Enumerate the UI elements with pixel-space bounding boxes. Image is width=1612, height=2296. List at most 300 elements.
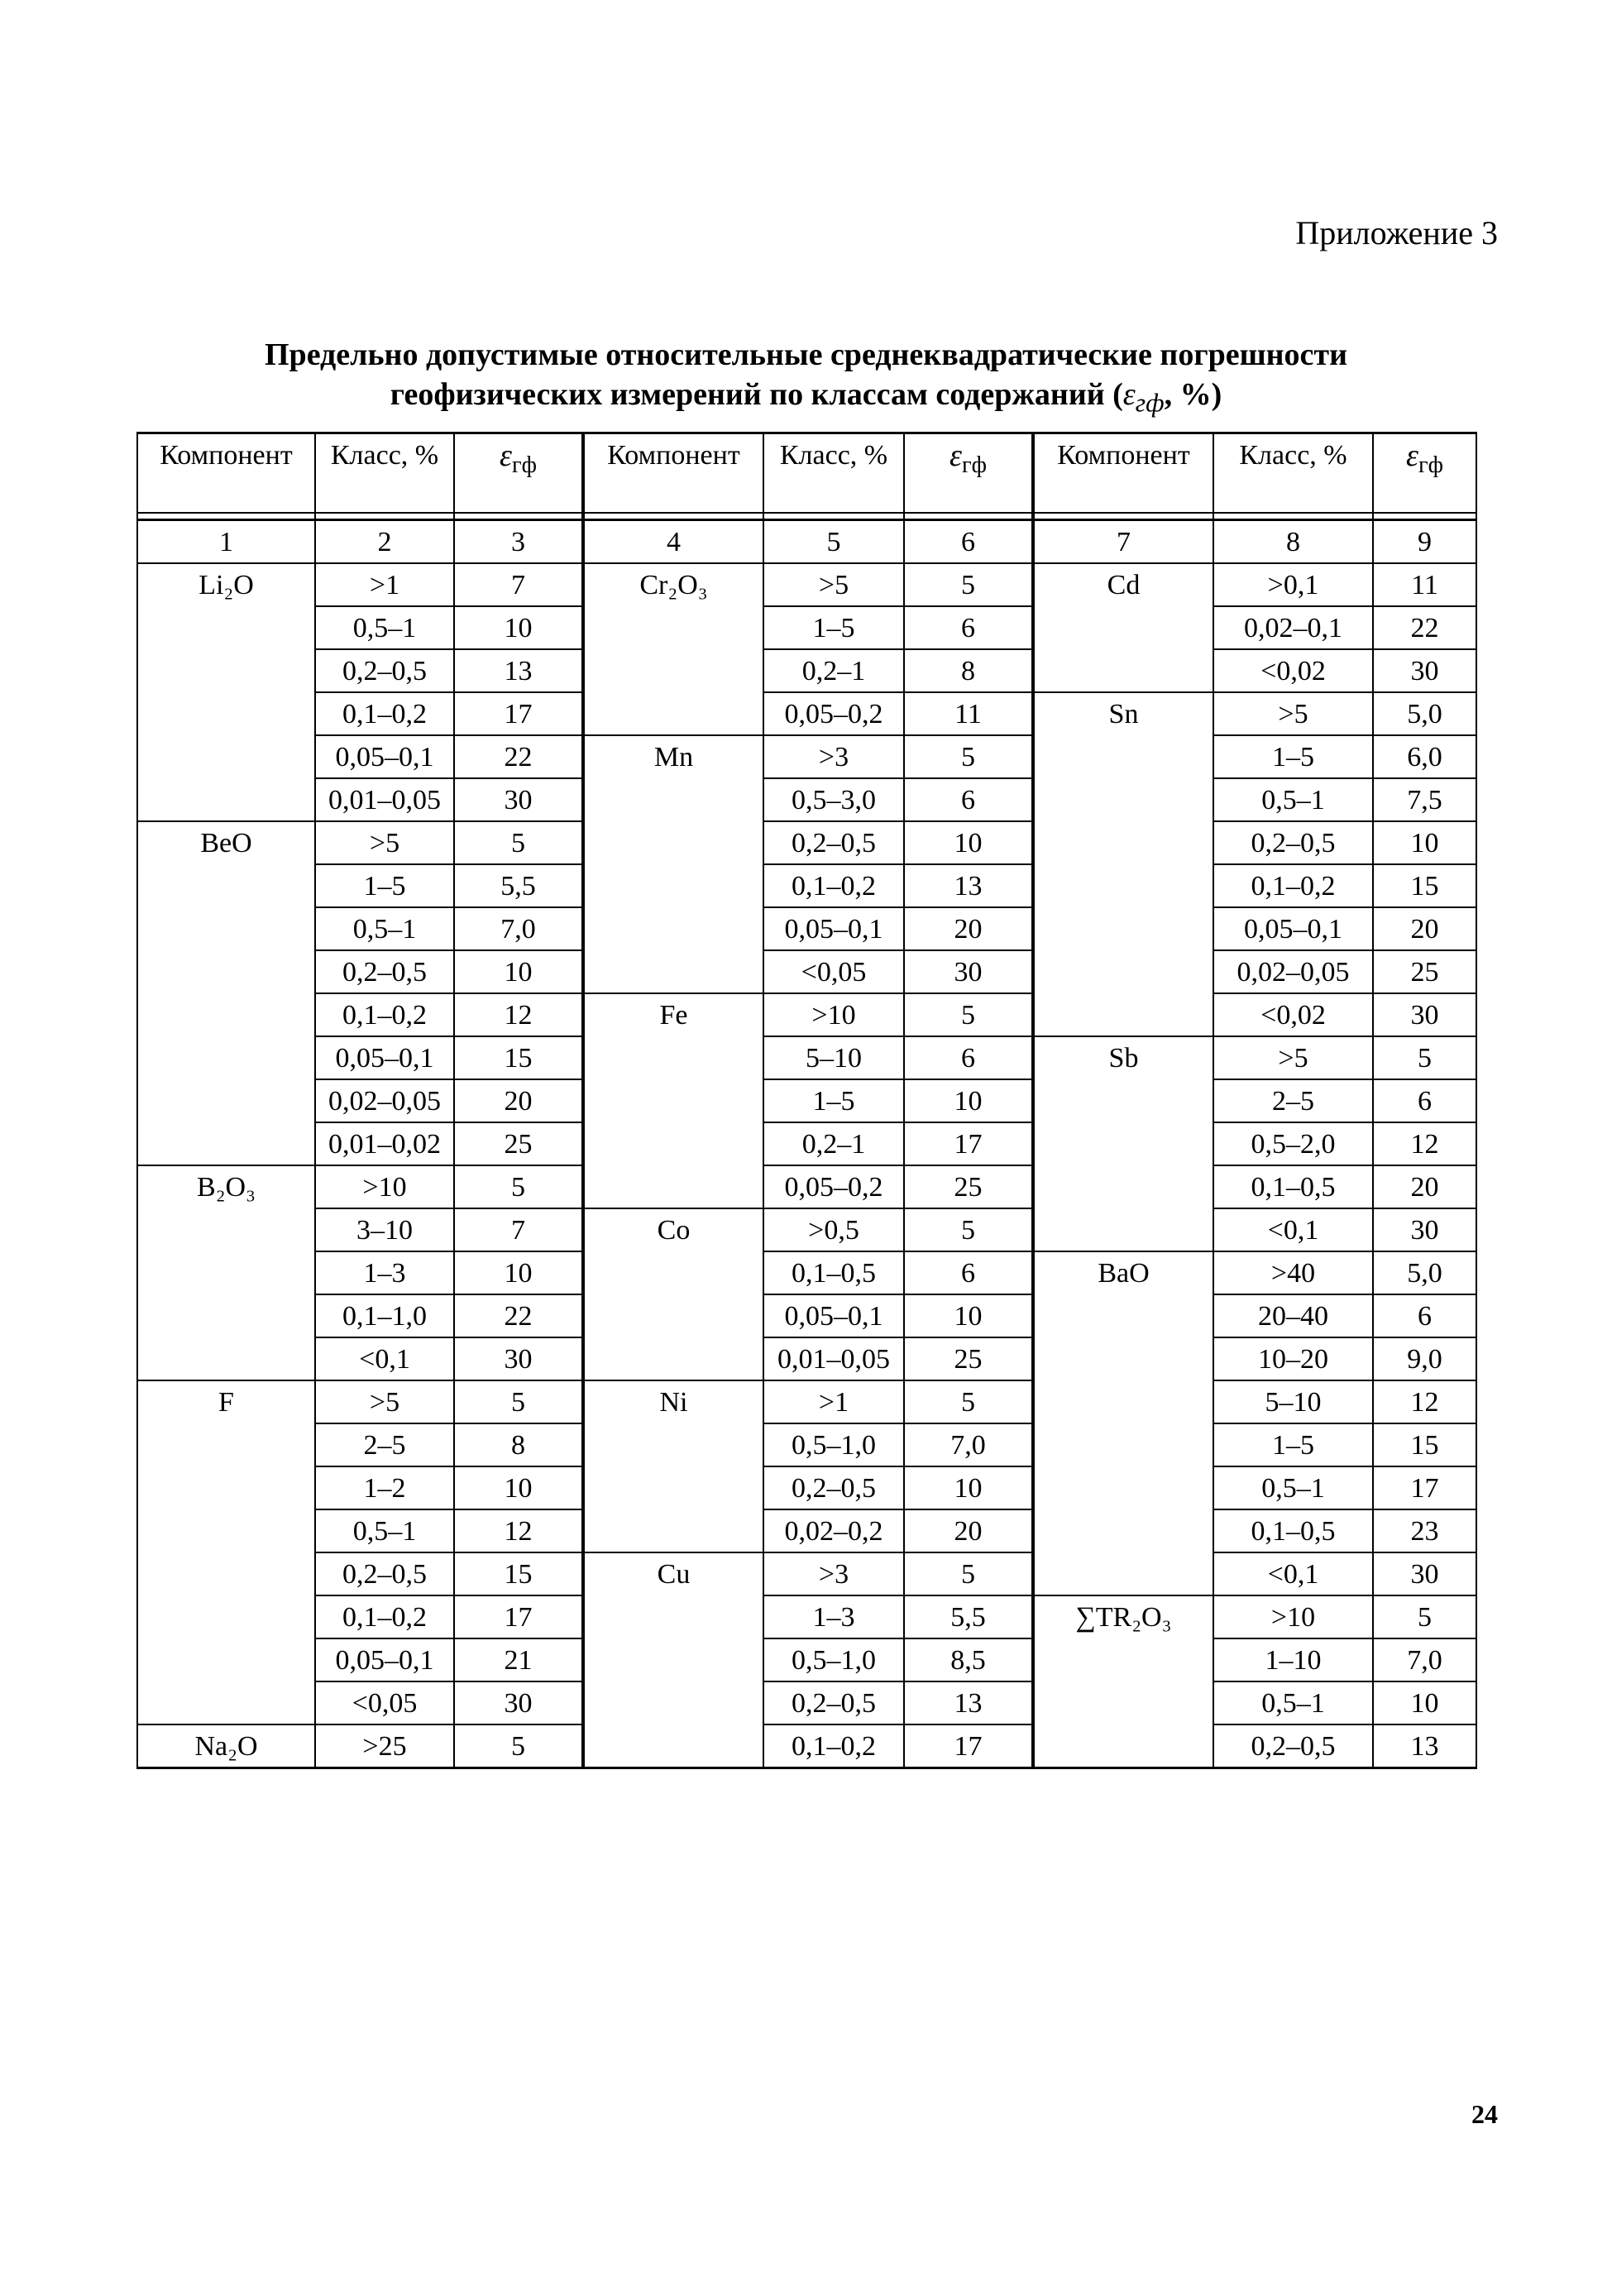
error-cell: 5: [454, 1724, 583, 1768]
error-cell: 7,0: [454, 907, 583, 950]
component-cell: [137, 735, 315, 778]
table-row: [137, 778, 1476, 821]
error-cell: 10: [454, 950, 583, 993]
class-cell: 0,2–1: [763, 649, 904, 692]
class-cell: >5: [763, 563, 904, 606]
class-cell: 0,02–0,1: [1213, 606, 1373, 649]
component-cell: [137, 1466, 315, 1509]
title-line-2: [136, 375, 1476, 423]
table-row: [137, 1423, 1476, 1466]
component-cell: [1033, 1165, 1213, 1208]
error-cell: 15: [454, 1036, 583, 1079]
class-cell: 1–5: [1213, 1423, 1373, 1466]
error-cell: 13: [904, 1681, 1033, 1724]
error-cell: 30: [454, 1337, 583, 1380]
error-cell: 15: [1373, 1423, 1476, 1466]
component-cell: [583, 1638, 763, 1681]
error-cell: 6: [904, 1251, 1033, 1294]
component-cell: [583, 649, 763, 692]
component-cell: Cu: [583, 1552, 763, 1595]
component-cell: ∑TR₂O₃: [1033, 1595, 1213, 1638]
component-cell: [137, 606, 315, 649]
class-cell: 0,01–0,05: [763, 1337, 904, 1380]
class-cell: 0,5–1: [1213, 1681, 1373, 1724]
component-cell: [137, 950, 315, 993]
header-error-symbol-2: ε: [950, 438, 962, 473]
class-cell: 0,1–0,2: [763, 864, 904, 907]
table-row: [137, 1251, 1476, 1294]
component-cell: Cr₂O₃: [583, 563, 763, 606]
class-cell: 0,1–0,5: [1213, 1509, 1373, 1552]
error-cell: 5: [904, 1380, 1033, 1423]
component-cell: [1033, 1122, 1213, 1165]
error-cell: 17: [904, 1122, 1033, 1165]
component-cell: [137, 1251, 315, 1294]
error-cell: 6: [904, 606, 1033, 649]
component-cell: [1033, 778, 1213, 821]
table-row: [137, 1337, 1476, 1380]
class-cell: 0,2–0,5: [315, 950, 454, 993]
error-cell: 5: [1373, 1595, 1476, 1638]
component-cell: [1033, 993, 1213, 1036]
error-cell: 6,0: [1373, 735, 1476, 778]
class-cell: 0,2–0,5: [1213, 821, 1373, 864]
component-cell: [1033, 1380, 1213, 1423]
error-cell: 17: [1373, 1466, 1476, 1509]
error-cell: 10: [1373, 1681, 1476, 1724]
error-cell: 11: [904, 692, 1033, 735]
component-cell: [583, 907, 763, 950]
error-cell: 20: [454, 1079, 583, 1122]
class-cell: >10: [763, 993, 904, 1036]
table-row: [137, 950, 1476, 993]
error-cell: 30: [1373, 649, 1476, 692]
table-row: [137, 1165, 1476, 1208]
class-cell: >3: [763, 735, 904, 778]
title-symbol: ε: [1122, 377, 1136, 412]
error-cell: 30: [1373, 1552, 1476, 1595]
column-number: 4: [583, 520, 763, 564]
class-cell: <0,1: [1213, 1208, 1373, 1251]
component-cell: [1033, 1724, 1213, 1768]
error-cell: 12: [1373, 1380, 1476, 1423]
table-row: [137, 1122, 1476, 1165]
class-cell: 0,05–0,2: [763, 692, 904, 735]
table-row: [137, 1466, 1476, 1509]
component-cell: [583, 1122, 763, 1165]
component-cell: [583, 1724, 763, 1768]
error-cell: 11: [1373, 563, 1476, 606]
error-cell: 30: [1373, 993, 1476, 1036]
component-cell: [1033, 1638, 1213, 1681]
class-cell: <0,02: [1213, 649, 1373, 692]
column-number: 8: [1213, 520, 1373, 564]
error-cell: 6: [1373, 1294, 1476, 1337]
component-cell: [1033, 1294, 1213, 1337]
component-cell: [583, 950, 763, 993]
class-cell: 0,1–0,2: [763, 1724, 904, 1768]
class-cell: 1–10: [1213, 1638, 1373, 1681]
header-gap-row: [137, 513, 1476, 520]
component-cell: [583, 1681, 763, 1724]
header-error-sub-1: гф: [512, 452, 537, 478]
class-cell: 1–3: [315, 1251, 454, 1294]
table-row: [137, 563, 1476, 606]
table-row: [137, 993, 1476, 1036]
column-number: 3: [454, 520, 583, 564]
page-number: 24: [1471, 2099, 1498, 2129]
error-cell: 17: [904, 1724, 1033, 1768]
error-cell: 20: [1373, 1165, 1476, 1208]
component-cell: [583, 1595, 763, 1638]
class-cell: 0,5–1: [1213, 1466, 1373, 1509]
component-cell: Na₂O: [137, 1724, 315, 1768]
component-cell: [137, 1122, 315, 1165]
class-cell: 2–5: [1213, 1079, 1373, 1122]
component-cell: [583, 1423, 763, 1466]
class-cell: 0,1–0,5: [1213, 1165, 1373, 1208]
header-class-3: Класс, %: [1213, 433, 1373, 514]
class-cell: 0,5–1,0: [763, 1638, 904, 1681]
column-number-row: [137, 520, 1476, 564]
error-table: [136, 432, 1477, 1769]
class-cell: 1–3: [763, 1595, 904, 1638]
header-class-1: Класс, %: [315, 433, 454, 514]
table-row: [137, 1036, 1476, 1079]
error-cell: 5: [454, 821, 583, 864]
class-cell: <0,05: [315, 1681, 454, 1724]
error-cell: 17: [454, 692, 583, 735]
error-cell: 12: [454, 993, 583, 1036]
class-cell: 0,01–0,05: [315, 778, 454, 821]
component-cell: [137, 1423, 315, 1466]
error-cell: 22: [454, 1294, 583, 1337]
component-cell: [583, 1251, 763, 1294]
column-number: 6: [904, 520, 1033, 564]
error-cell: 8: [904, 649, 1033, 692]
class-cell: 0,2–0,5: [763, 821, 904, 864]
component-cell: [137, 993, 315, 1036]
error-cell: 12: [454, 1509, 583, 1552]
header-component-2: Компонент: [583, 433, 763, 514]
class-cell: >25: [315, 1724, 454, 1768]
class-cell: >0,5: [763, 1208, 904, 1251]
component-cell: [583, 1509, 763, 1552]
component-cell: [137, 1552, 315, 1595]
component-cell: [1033, 1552, 1213, 1595]
component-cell: Co: [583, 1208, 763, 1251]
class-cell: 0,05–0,1: [1213, 907, 1373, 950]
error-cell: 10: [904, 1294, 1033, 1337]
component-cell: [137, 1638, 315, 1681]
component-cell: [583, 778, 763, 821]
class-cell: 1–5: [763, 1079, 904, 1122]
error-cell: 13: [904, 864, 1033, 907]
table-row: [137, 907, 1476, 950]
title-error-symbol: [1122, 377, 1165, 418]
error-cell: 8,5: [904, 1638, 1033, 1681]
table-row: [137, 1724, 1476, 1768]
component-cell: [583, 1294, 763, 1337]
component-cell: [1033, 606, 1213, 649]
error-cell: 7,5: [1373, 778, 1476, 821]
class-cell: 0,5–1: [315, 907, 454, 950]
class-cell: >5: [315, 821, 454, 864]
table-row: [137, 821, 1476, 864]
header-row: [137, 433, 1476, 514]
header-component-3: Компонент: [1033, 433, 1213, 514]
table-row: [137, 1294, 1476, 1337]
table-row: [137, 1380, 1476, 1423]
header-class-2: Класс, %: [763, 433, 904, 514]
component-cell: [137, 1337, 315, 1380]
component-cell: [1033, 950, 1213, 993]
title-symbol-sub: гф: [1135, 388, 1165, 418]
error-cell: 10: [904, 821, 1033, 864]
error-cell: 30: [1373, 1208, 1476, 1251]
table-row: [137, 1509, 1476, 1552]
class-cell: <0,1: [1213, 1552, 1373, 1595]
class-cell: 0,5–1: [1213, 778, 1373, 821]
error-cell: 22: [454, 735, 583, 778]
class-cell: >1: [315, 563, 454, 606]
error-cell: 25: [1373, 950, 1476, 993]
component-cell: F: [137, 1380, 315, 1423]
class-cell: 0,01–0,02: [315, 1122, 454, 1165]
header-component-1: Компонент: [137, 433, 315, 514]
class-cell: 2–5: [315, 1423, 454, 1466]
component-cell: [1033, 864, 1213, 907]
class-cell: 0,1–0,2: [1213, 864, 1373, 907]
component-cell: BeO: [137, 821, 315, 864]
error-cell: 5: [904, 993, 1033, 1036]
component-cell: Fe: [583, 993, 763, 1036]
component-cell: [137, 692, 315, 735]
component-cell: [1033, 735, 1213, 778]
component-cell: Mn: [583, 735, 763, 778]
class-cell: >1: [763, 1380, 904, 1423]
component-cell: Sb: [1033, 1036, 1213, 1079]
error-cell: 7,0: [904, 1423, 1033, 1466]
class-cell: <0,1: [315, 1337, 454, 1380]
appendix-label: Приложение 3: [1295, 214, 1498, 251]
class-cell: 0,2–0,5: [763, 1466, 904, 1509]
column-number: 2: [315, 520, 454, 564]
error-cell: 7,0: [1373, 1638, 1476, 1681]
error-cell: 9,0: [1373, 1337, 1476, 1380]
component-cell: [1033, 1337, 1213, 1380]
class-cell: 0,02–0,05: [315, 1079, 454, 1122]
class-cell: 0,2–0,5: [1213, 1724, 1373, 1768]
class-cell: >5: [1213, 692, 1373, 735]
column-number: 9: [1373, 520, 1476, 564]
error-cell: 5: [904, 1552, 1033, 1595]
class-cell: <0,05: [763, 950, 904, 993]
error-cell: 5: [904, 1208, 1033, 1251]
column-number: 7: [1033, 520, 1213, 564]
column-number: 1: [137, 520, 315, 564]
class-cell: 10–20: [1213, 1337, 1373, 1380]
class-cell: 0,5–3,0: [763, 778, 904, 821]
component-cell: [1033, 1681, 1213, 1724]
class-cell: 20–40: [1213, 1294, 1373, 1337]
class-cell: 0,02–0,05: [1213, 950, 1373, 993]
component-cell: Cd: [1033, 563, 1213, 606]
class-cell: >5: [1213, 1036, 1373, 1079]
error-cell: 5: [1373, 1036, 1476, 1079]
class-cell: 0,1–0,5: [763, 1251, 904, 1294]
table-row: [137, 606, 1476, 649]
error-cell: 10: [904, 1466, 1033, 1509]
error-cell: 6: [904, 778, 1033, 821]
error-cell: 13: [454, 649, 583, 692]
error-cell: 6: [1373, 1079, 1476, 1122]
component-cell: Li₂O: [137, 563, 315, 606]
component-cell: [1033, 1466, 1213, 1509]
class-cell: 0,02–0,2: [763, 1509, 904, 1552]
error-cell: 10: [454, 606, 583, 649]
class-cell: 1–2: [315, 1466, 454, 1509]
class-cell: 0,05–0,1: [315, 735, 454, 778]
error-cell: 20: [904, 1509, 1033, 1552]
table-row: [137, 1079, 1476, 1122]
component-cell: [583, 1079, 763, 1122]
component-cell: Sn: [1033, 692, 1213, 735]
class-cell: 5–10: [1213, 1380, 1373, 1423]
component-cell: [137, 1595, 315, 1638]
component-cell: [137, 1036, 315, 1079]
class-cell: 0,2–0,5: [315, 1552, 454, 1595]
error-cell: 20: [904, 907, 1033, 950]
class-cell: 0,05–0,1: [763, 907, 904, 950]
table-row: [137, 692, 1476, 735]
component-cell: [1033, 821, 1213, 864]
class-cell: 0,05–0,1: [315, 1036, 454, 1079]
component-cell: [1033, 1423, 1213, 1466]
class-cell: 0,5–1: [315, 606, 454, 649]
error-cell: 7: [454, 1208, 583, 1251]
header-error-3: [1373, 433, 1476, 514]
class-cell: 0,2–0,5: [315, 649, 454, 692]
table-row: [137, 1681, 1476, 1724]
error-cell: 30: [904, 950, 1033, 993]
header-error-sub-2: гф: [962, 452, 987, 478]
error-cell: 25: [904, 1165, 1033, 1208]
class-cell: >10: [315, 1165, 454, 1208]
component-cell: [583, 864, 763, 907]
component-cell: [137, 1208, 315, 1251]
error-cell: 5: [454, 1380, 583, 1423]
class-cell: 0,1–0,2: [315, 993, 454, 1036]
error-cell: 22: [1373, 606, 1476, 649]
error-cell: 5,0: [1373, 692, 1476, 735]
error-cell: 5: [904, 735, 1033, 778]
table-title: [136, 335, 1476, 423]
component-cell: [137, 649, 315, 692]
error-cell: 10: [904, 1079, 1033, 1122]
error-cell: 17: [454, 1595, 583, 1638]
class-cell: 0,1–1,0: [315, 1294, 454, 1337]
class-cell: >10: [1213, 1595, 1373, 1638]
component-cell: [1033, 1079, 1213, 1122]
class-cell: >40: [1213, 1251, 1373, 1294]
component-cell: [1033, 1208, 1213, 1251]
component-cell: [1033, 907, 1213, 950]
error-cell: 10: [454, 1251, 583, 1294]
class-cell: 0,05–0,1: [315, 1638, 454, 1681]
component-cell: Ni: [583, 1380, 763, 1423]
component-cell: [583, 1165, 763, 1208]
component-cell: [583, 692, 763, 735]
title-line-1: Предельно допустимые относительные среднеквадратические погрешности: [265, 337, 1347, 372]
component-cell: [583, 821, 763, 864]
title-line-2-suffix: , %): [1164, 377, 1222, 412]
table-row: [137, 649, 1476, 692]
component-cell: BaO: [1033, 1251, 1213, 1294]
class-cell: 1–5: [763, 606, 904, 649]
component-cell: [137, 1509, 315, 1552]
component-cell: [1033, 1509, 1213, 1552]
class-cell: 0,1–0,2: [315, 692, 454, 735]
component-cell: [137, 1294, 315, 1337]
title-line-2-prefix: геофизических измерений по классам содержаний (: [390, 377, 1123, 412]
error-cell: 25: [904, 1337, 1033, 1380]
error-cell: 30: [454, 778, 583, 821]
class-cell: 0,2–0,5: [763, 1681, 904, 1724]
header-error-symbol-1: ε: [500, 438, 512, 473]
error-cell: 5: [454, 1165, 583, 1208]
error-cell: 21: [454, 1638, 583, 1681]
error-cell: 6: [904, 1036, 1033, 1079]
error-cell: 12: [1373, 1122, 1476, 1165]
table-row: [137, 1595, 1476, 1638]
error-cell: 8: [454, 1423, 583, 1466]
class-cell: 0,5–1,0: [763, 1423, 904, 1466]
error-cell: 7: [454, 563, 583, 606]
table-row: [137, 864, 1476, 907]
class-cell: <0,02: [1213, 993, 1373, 1036]
component-cell: [137, 864, 315, 907]
component-cell: [583, 606, 763, 649]
header-error-1: [454, 433, 583, 514]
class-cell: 0,1–0,2: [315, 1595, 454, 1638]
component-cell: [583, 1337, 763, 1380]
class-cell: >3: [763, 1552, 904, 1595]
class-cell: 0,05–0,1: [763, 1294, 904, 1337]
table-row: [137, 1208, 1476, 1251]
class-cell: 1–5: [315, 864, 454, 907]
error-cell: 23: [1373, 1509, 1476, 1552]
header-error-2: [904, 433, 1033, 514]
error-cell: 13: [1373, 1724, 1476, 1768]
error-cell: 15: [454, 1552, 583, 1595]
class-cell: 5–10: [763, 1036, 904, 1079]
error-cell: 5,5: [904, 1595, 1033, 1638]
error-cell: 30: [454, 1681, 583, 1724]
error-cell: 20: [1373, 907, 1476, 950]
error-cell: 5,5: [454, 864, 583, 907]
error-cell: 5: [904, 563, 1033, 606]
table-row: [137, 735, 1476, 778]
class-cell: 0,5–2,0: [1213, 1122, 1373, 1165]
error-cell: 10: [454, 1466, 583, 1509]
class-cell: >5: [315, 1380, 454, 1423]
error-cell: 25: [454, 1122, 583, 1165]
header-error-sub-3: гф: [1418, 452, 1443, 478]
class-cell: 0,5–1: [315, 1509, 454, 1552]
error-cell: 15: [1373, 864, 1476, 907]
table-row: [137, 1638, 1476, 1681]
